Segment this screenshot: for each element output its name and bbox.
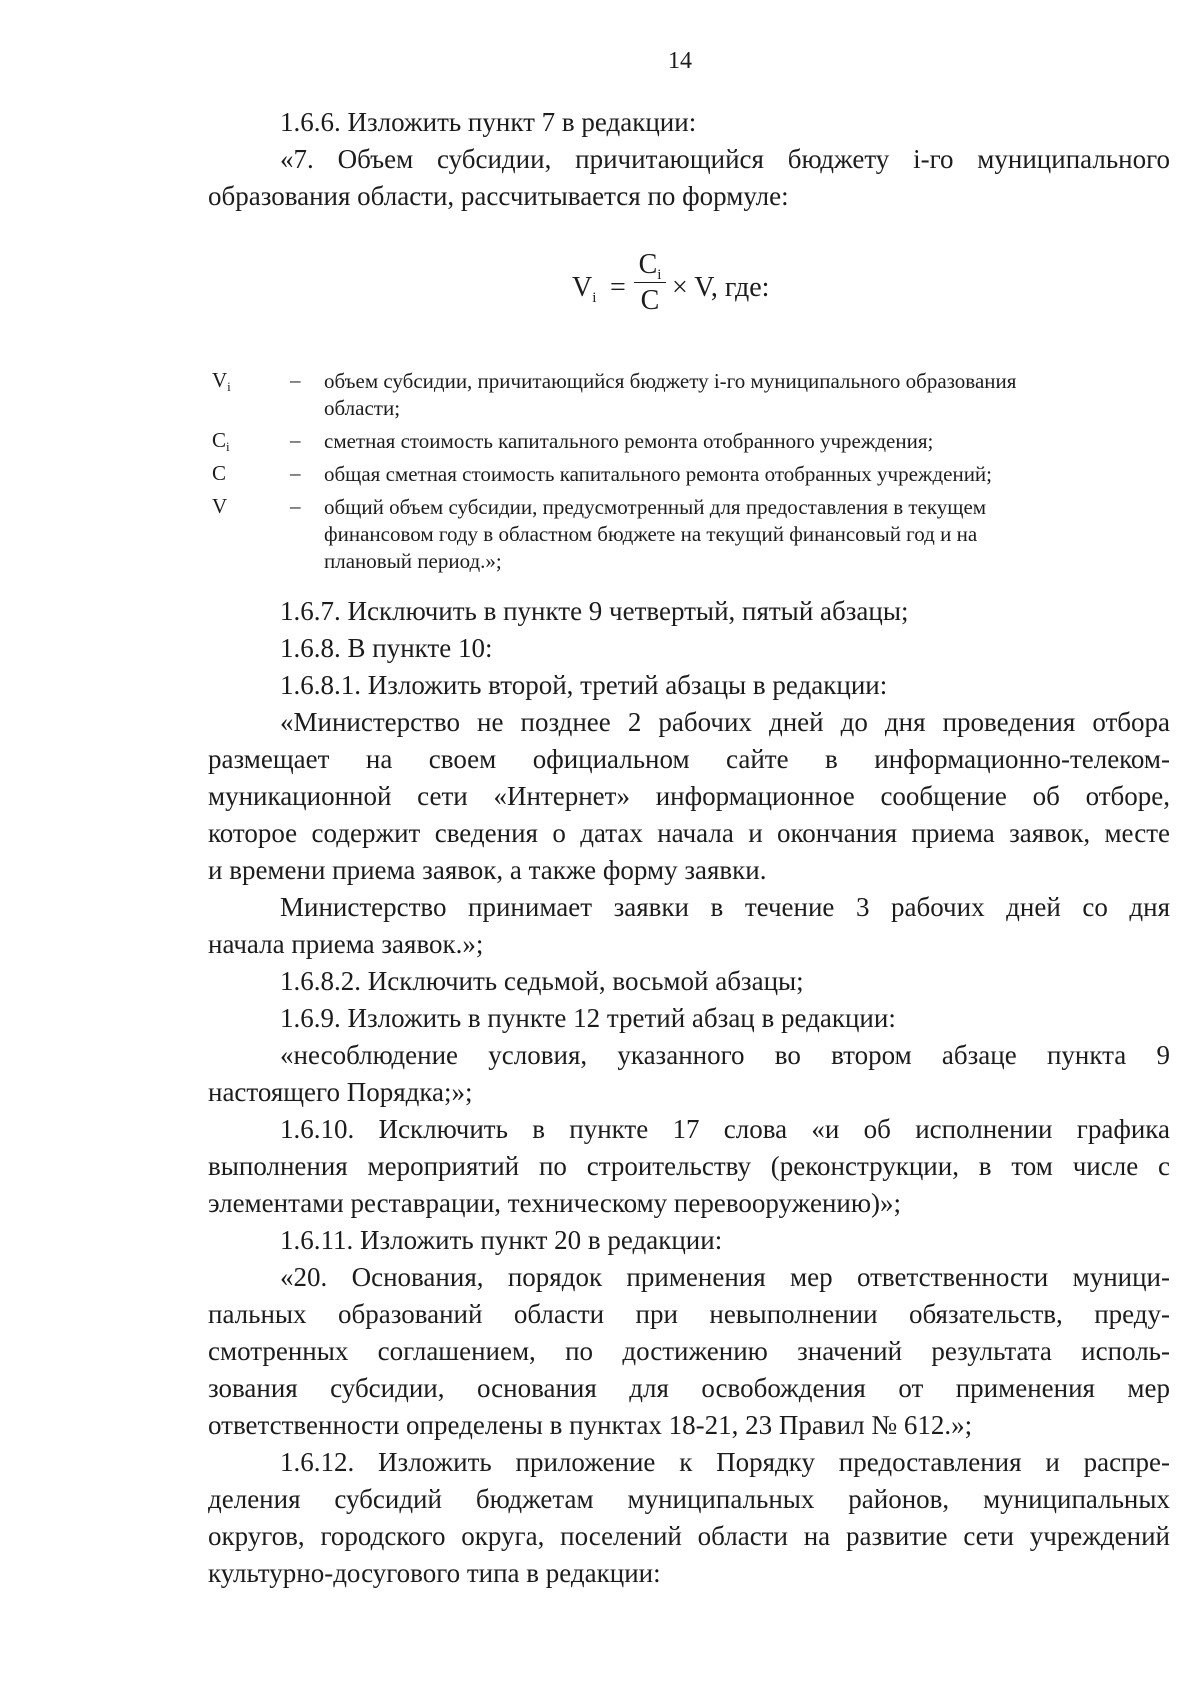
formula <box>572 248 802 328</box>
text-line: 1.6.11. Изложить пункт 20 в редакции: <box>280 1225 723 1255</box>
legend-description-line: общий объем субсидии, предусмотренный для предоставления в текущем <box>324 495 987 519</box>
text-block-after-formula <box>208 593 1170 1592</box>
legend-dash: – <box>290 368 301 392</box>
text-line: 1.6.10. Исключить в пункте 17 слова «и об исполнении графика <box>280 1114 1170 1144</box>
legend-description-line: объем субсидии, причитающийся бюджету i-го муниципального образования <box>324 369 1017 393</box>
text-line: ответственности определены в пунктах 18-21, 23 Правил № 612.»; <box>208 1410 973 1440</box>
legend-description-line: общая сметная стоимость капитального ремонта отобранных учреждений; <box>324 462 993 486</box>
legend-dash: – <box>290 461 301 485</box>
text-line: 1.6.6. Изложить пункт 7 в редакции: <box>280 107 697 137</box>
formula-numerator: $C_i$ <box>638 249 662 283</box>
text-line: которое содержит сведения о датах начала и окончания приема заявок, месте <box>208 818 1170 848</box>
legend-description <box>324 368 1154 422</box>
formula-lhs: $V_i$ <box>572 272 597 306</box>
formula-denominator: C <box>640 285 660 316</box>
text-line: деления субсидий бюджетам муниципальных районов, муниципальных <box>208 1484 1170 1514</box>
text-line: «Министерство не позднее 2 рабочих дней до дня проведения отбора <box>280 707 1170 737</box>
page-number: 14 <box>668 48 692 74</box>
legend-symbol: C <box>212 461 227 485</box>
text-line: Министерство принимает заявки в течение 3 рабочих дней со дня <box>280 892 1170 922</box>
legend-description-line: сметная стоимость капитального ремонта отобранного учреждения; <box>324 429 934 453</box>
text-line: «20. Основания, порядок применения мер ответственности муници- <box>280 1262 1170 1292</box>
text-line: 1.6.7. Исключить в пункте 9 четвертый, пятый абзацы; <box>280 596 909 626</box>
text-line: «несоблюдение условия, указанного во втором абзаце пункта 9 <box>280 1040 1170 1070</box>
formula-fraction <box>634 248 666 317</box>
text-line: выполнения мероприятий по строительству (реконструкции, в том числе с <box>208 1151 1170 1181</box>
text-line: 1.6.9. Изложить в пункте 12 третий абзац в редакции: <box>280 1003 896 1033</box>
legend-dash: – <box>290 428 301 452</box>
text-line: настоящего Порядка;»; <box>208 1077 473 1107</box>
legend-dash: – <box>290 494 301 518</box>
text-line: 1.6.8. В пункте 10: <box>280 633 493 663</box>
legend-description-line: области; <box>324 396 401 420</box>
text-block-before-formula <box>208 104 1170 215</box>
text-line: муникационной сети «Интернет» информационное сообщение об отборе, <box>208 781 1170 811</box>
text-line: 1.6.12. Изложить приложение к Порядку предоставления и распре- <box>280 1447 1170 1477</box>
legend-description <box>324 494 1154 575</box>
text-line: округов, городского округа, поселений области на развитие сети учреждений <box>208 1521 1170 1551</box>
text-line: зования субсидии, основания для освобождения от применения мер <box>208 1373 1170 1403</box>
text-line: пальных образований области при невыполнении обязательств, преду- <box>208 1299 1170 1329</box>
formula-equals: = <box>610 272 626 303</box>
legend-symbol: Ci <box>212 428 230 454</box>
legend-symbol: Vi <box>212 368 231 394</box>
text-line: «7. Объем субсидии, причитающийся бюджету i-го муниципального <box>280 144 1170 174</box>
text-line: 1.6.8.1. Изложить второй, третий абзацы в редакции: <box>280 670 888 700</box>
legend-description-line: финансовом году в областном бюджете на текущий финансовый год и на <box>324 522 978 546</box>
legend-description <box>324 461 1154 488</box>
legend-symbol: V <box>212 494 228 518</box>
text-line: смотренных соглашением, по достижению значений результата исполь- <box>208 1336 1170 1366</box>
formula-rest: × V, где: <box>672 272 770 303</box>
text-line: культурно-досугового типа в редакции: <box>208 1558 661 1588</box>
text-line: размещает на своем официальном сайте в информационно-телеком- <box>208 744 1170 774</box>
text-line: образования области, рассчитывается по формуле: <box>208 181 789 211</box>
text-line: начала приема заявок.»; <box>208 929 484 959</box>
text-line: и времени приема заявок, а также форму заявки. <box>208 855 767 885</box>
text-line: элементами реставрации, техническому перевооружению)»; <box>208 1188 902 1218</box>
text-line: 1.6.8.2. Исключить седьмой, восьмой абзацы; <box>280 966 804 996</box>
legend-description <box>324 428 1154 455</box>
legend-description-line: плановый период.»; <box>324 549 502 573</box>
